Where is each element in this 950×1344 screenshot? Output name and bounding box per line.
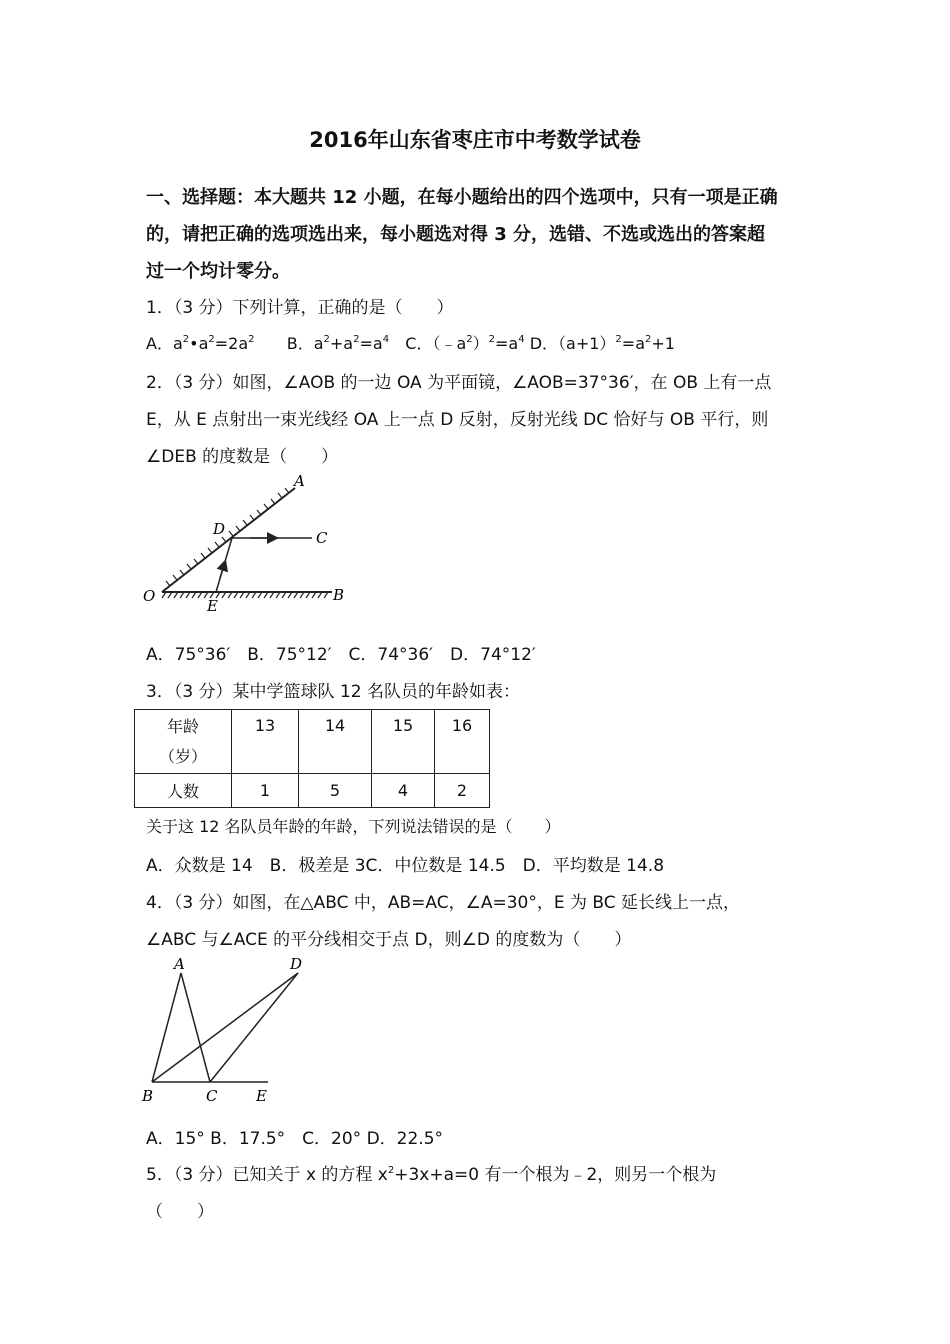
section-heading-line-2: 的，请把正确的选项选出来，每小题选对得 3 分，选错、不选或选出的答案超 (146, 224, 766, 245)
label-c: C (206, 1087, 218, 1105)
q3-options: A．众数是 14 B．极差是 3C．中位数是 14.5 D．平均数是 14.8 (146, 856, 665, 876)
q3-age-table (134, 709, 490, 808)
segment-ac (181, 973, 210, 1082)
q2-mirror-figure (140, 470, 350, 615)
label-b: B (333, 586, 345, 604)
count-cell: 5 (299, 774, 372, 808)
age-cell: 13 (232, 710, 299, 774)
age-cell: 14 (299, 710, 372, 774)
label-o: O (143, 587, 156, 605)
age-cell: 16 (435, 710, 490, 774)
label-a: A (174, 955, 185, 973)
age-cell: 15 (372, 710, 435, 774)
q2-options: A．75°36′ B．75°12′ C．74°36′ D．74°12′ (146, 645, 536, 665)
section-heading-line-3: 过一个均计零分。 (146, 261, 290, 282)
q4-options: A．15° B．17.5° C．20° D．22.5° (146, 1129, 444, 1149)
count-header-cell: 人数 (135, 774, 232, 808)
age-header-cell: 年龄 （岁） (135, 710, 232, 774)
q5-line-1: 5．（3 分）已知关于 x 的方程 $x^2+3x+a=0$ 有一个根为﹣2，则另一个根为 (146, 1165, 717, 1185)
q2-line-3: ∠DEB 的度数是（ ） (146, 447, 339, 467)
label-d: D (290, 955, 303, 973)
count-cell: 2 (435, 774, 490, 808)
q4-line-2: ∠ABC 与∠ACE 的平分线相交于点 D，则∠D 的度数为（ ） (146, 930, 632, 950)
label-c: C (316, 529, 328, 547)
segment-ab (152, 973, 181, 1082)
label-e: E (256, 1087, 267, 1105)
ray-ed-arrow (220, 562, 225, 578)
count-cell: 4 (372, 774, 435, 808)
q5-line-2: （ ） (146, 1202, 214, 1222)
segment-cd (210, 973, 298, 1082)
segment-bd (152, 973, 298, 1082)
q1-stem: 1．（3 分）下列计算，正确的是（ ） (146, 298, 454, 318)
q4-line-1: 4．（3 分）如图，在△ABC 中，AB=AC，∠A=30°，E 为 BC 延长线上一点， (146, 893, 741, 913)
oa-hatching (166, 488, 289, 586)
q3-stem: 3．（3 分）某中学篮球队 12 名队员的年龄如表： (146, 682, 520, 702)
section-heading-line-1: 一、选择题：本大题共 12 小题，在每小题给出的四个选项中，只有一项是正确 (146, 187, 778, 208)
label-b: B (142, 1087, 154, 1105)
q2-line-2: E，从 E 点射出一束光线经 OA 上一点 D 反射，反射光线 DC 恰好与 OB 平行，则 (146, 410, 769, 430)
q3-note: 关于这 12 名队员年龄的年龄，下列说法错误的是（ ） (146, 817, 561, 836)
label-e: E (207, 597, 218, 615)
label-d: D (213, 520, 226, 538)
page-title: 2016年山东省枣庄市中考数学试卷 (309, 128, 641, 152)
q4-triangle-figure (140, 955, 320, 1110)
count-cell: 1 (232, 774, 299, 808)
q2-line-1: 2．（3 分）如图，∠AOB 的一边 OA 为平面镜，∠AOB=37°36′，在 OB 上有一点 (146, 373, 772, 393)
label-a: A (294, 472, 305, 490)
q1-options: A．$a^2•a^2=2a^2$ B．$a^2+a^2=a^4$ C．$(﹣a^2)^2=a^4$ D．$(a+1)^2=a^2+1$ (146, 334, 675, 353)
